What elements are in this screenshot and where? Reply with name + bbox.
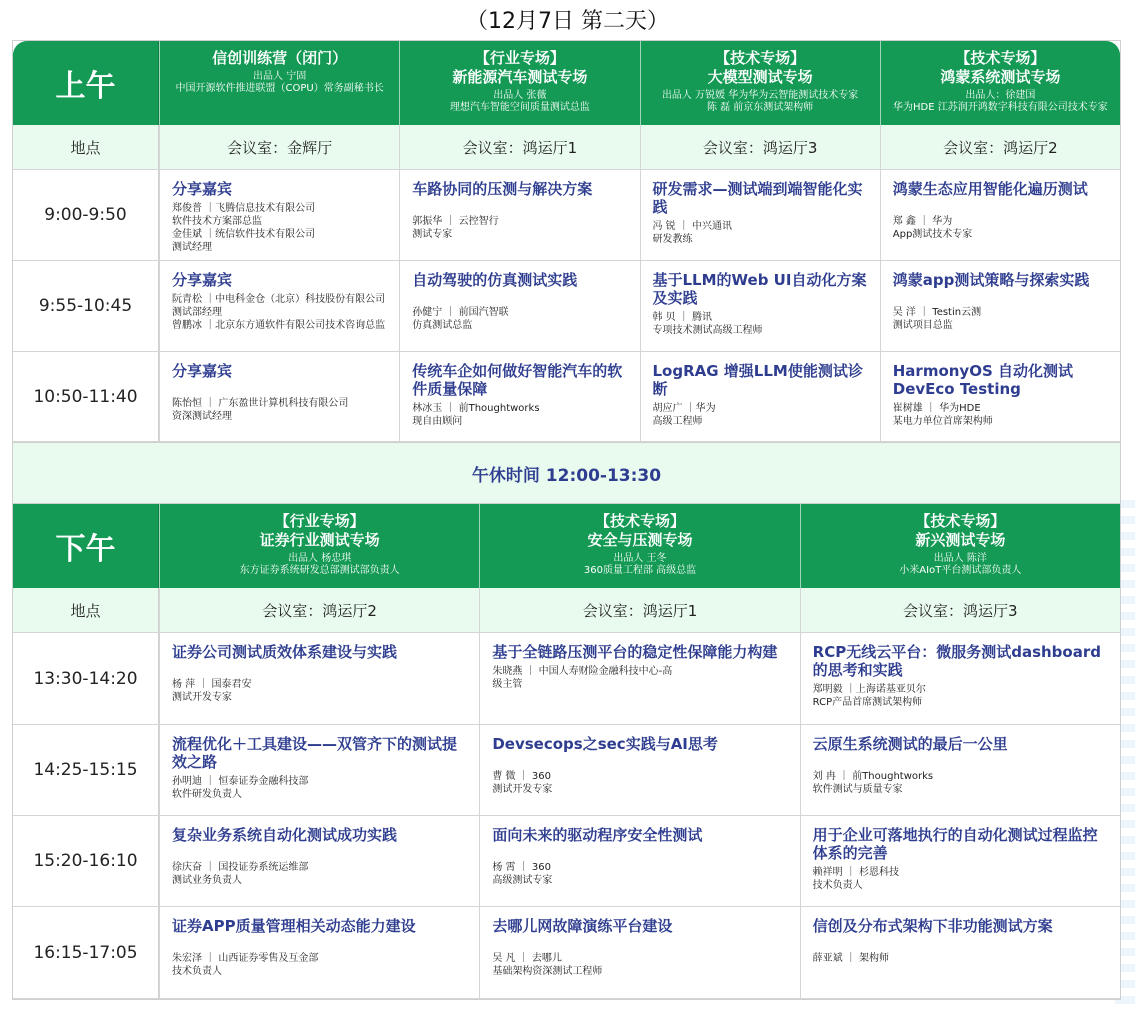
- session-topic: HarmonyOS 自动化测试 DevEco Testing: [892, 362, 1073, 398]
- session-topic: 基于全链路压测平台的稳定性保障能力构建: [492, 643, 778, 661]
- speaker-info: [813, 939, 1110, 952]
- room-name: 会议室：鸿运厅3: [800, 588, 1120, 632]
- speaker-info: [492, 939, 789, 952]
- session-time: 15:20-16:10: [13, 816, 159, 906]
- speaker-info: 级主管: [492, 679, 523, 690]
- session-topic: 面向未来的驱动程序安全性测试: [492, 826, 703, 844]
- track-title: 大模型测试专场: [707, 68, 813, 86]
- session-row: [13, 725, 1120, 816]
- speaker-info: 测试专家: [412, 229, 453, 240]
- session-cell: [880, 352, 1120, 441]
- afternoon-header: [13, 504, 1120, 588]
- track-header: [159, 504, 479, 588]
- session-topic: Devsecops之sec实践与AI思考: [492, 735, 718, 753]
- room-name: 会议室：鸿运厅2: [880, 125, 1120, 169]
- track-producer: 出品人：徐建国: [965, 90, 1036, 101]
- speaker-info: 杨 霄 ｜ 360: [492, 862, 551, 873]
- speaker-info: 郑俊普 ｜飞腾信息技术有限公司: [172, 203, 316, 214]
- session-cell: [399, 261, 639, 351]
- speaker-info: [172, 665, 469, 678]
- session-row: [13, 633, 1120, 725]
- speaker-info: 阮青松 ｜中电科金仓（北京）科技股份有限公司: [172, 294, 386, 305]
- track-producer-title: 小米AIoT平台测试部负责人: [899, 565, 1022, 576]
- speaker-info: [893, 202, 1110, 215]
- speaker-info: 郭振华 ｜ 云控智行: [412, 216, 499, 227]
- speaker-info: [813, 757, 1110, 770]
- session-cell: [640, 170, 880, 260]
- session-topic: 鸿蒙生态应用智能化遍历测试: [892, 180, 1088, 198]
- track-type: 【技术专场】: [915, 512, 1006, 530]
- session-cell: [399, 170, 639, 260]
- track-producer-title: 360质量工程部 高级总监: [583, 565, 697, 576]
- session-cell: [800, 907, 1120, 998]
- location-label: 地点: [13, 588, 159, 632]
- session-cell: [479, 907, 799, 998]
- speaker-info: 软件研发负责人: [172, 789, 242, 800]
- speaker-info: 赖祥明 ｜ 杉恩科技: [812, 867, 900, 878]
- speaker-info: [412, 202, 629, 215]
- session-time: 9:55-10:45: [13, 261, 159, 351]
- session-cell: [800, 633, 1120, 724]
- speaker-info: 刘 冉 ｜ 前Thoughtworks: [812, 771, 934, 782]
- location-label: 地点: [13, 125, 159, 169]
- session-topic: 用于企业可落地执行的自动化测试过程监控体系的完善: [812, 826, 1098, 862]
- session-topic: 去哪儿网故障演练平台建设: [492, 917, 673, 935]
- session-cell: [479, 725, 799, 815]
- session-cell: [159, 816, 479, 906]
- speaker-info: 研发教练: [652, 234, 693, 245]
- room-name: 会议室：鸿运厅3: [640, 125, 880, 169]
- session-cell: [159, 725, 479, 815]
- track-producer: 出品人 宁固: [253, 71, 307, 82]
- speaker-info: 吴 凡 ｜ 去哪儿: [492, 953, 562, 964]
- session-row: [13, 352, 1120, 442]
- session-cell: [399, 352, 639, 441]
- session-cell: [479, 633, 799, 724]
- speaker-info: 孙健宁 ｜ 前国汽智联: [412, 307, 509, 318]
- speaker-info: [492, 757, 789, 770]
- session-topic: 传统车企如何做好智能汽车的软件质量保障: [412, 362, 623, 398]
- speaker-info: 基础架构资深测试工程师: [492, 966, 603, 977]
- track-producer-title: 东方证券系统研发总部测试部负责人: [239, 565, 400, 576]
- track-type: 【行业专场】: [474, 49, 565, 67]
- speaker-info: 林冰玉 ｜ 前Thoughtworks: [412, 403, 540, 414]
- morning-label: 上午: [13, 41, 159, 125]
- session-cell: [640, 261, 880, 351]
- speaker-info: 仿真测试总监: [412, 320, 473, 331]
- track-producer-title: 理想汽车智能空间质量测试总监: [449, 102, 590, 113]
- speaker-info: 曾鹏冰 ｜北京东方通软件有限公司技术咨询总监: [172, 320, 386, 331]
- speaker-info: 胡应广 ｜华为: [652, 403, 716, 414]
- speaker-info: 韩 贝 ｜ 腾讯: [652, 312, 713, 323]
- session-topic: 研发需求—测试端到端智能化实践: [652, 180, 863, 216]
- speaker-info: 杨 萍 ｜ 国泰君安: [172, 679, 252, 690]
- page-title: （12月7日 第二天）: [466, 9, 669, 34]
- session-topic: 基于LLM的Web UI自动化方案及实践: [652, 271, 867, 307]
- track-type: 【技术专场】: [955, 49, 1046, 67]
- track-header: [640, 41, 880, 125]
- track-title: 鸿蒙系统测试专场: [940, 68, 1061, 86]
- session-row: [13, 170, 1120, 261]
- session-topic: 信创及分布式架构下非功能测试方案: [812, 917, 1053, 935]
- speaker-info: 专项技术测试高级工程师: [652, 325, 763, 336]
- session-cell: [880, 261, 1120, 351]
- session-row: [13, 907, 1120, 999]
- speaker-info: 陈怡恒 ｜ 广东盈世计算机科技有限公司: [172, 398, 349, 409]
- room-name: 会议室：鸿运厅2: [159, 588, 479, 632]
- session-cell: [159, 261, 399, 351]
- room-name: 会议室：鸿运厅1: [399, 125, 639, 169]
- track-producer: 出品人 杨忠琪: [288, 553, 352, 564]
- session-cell: [159, 633, 479, 724]
- session-time: 16:15-17:05: [13, 907, 159, 998]
- session-time: 13:30-14:20: [13, 633, 159, 724]
- track-title: 信创训练营（闭门）: [212, 49, 348, 67]
- location-row: [13, 588, 1120, 633]
- session-cell: [159, 352, 399, 441]
- track-title: 安全与压测专场: [587, 531, 693, 549]
- session-cell: [800, 816, 1120, 906]
- session-topic: 鸿蒙app测试策略与探索实践: [892, 271, 1090, 289]
- room-name: 会议室：鸿运厅1: [479, 588, 799, 632]
- track-title: 证券行业测试专场: [259, 531, 380, 549]
- speaker-info: 测试经理: [172, 242, 212, 253]
- track-producer: 出品人 万锐媛 华为华为云智能测试技术专家: [661, 90, 859, 101]
- session-time: 9:00-9:50: [13, 170, 159, 260]
- room-name: 会议室：金辉厅: [159, 125, 399, 169]
- lunch-break: 午休时间 12:00-13:30: [12, 443, 1121, 503]
- session-topic: LogRAG 增强LLM使能测试诊断: [652, 362, 863, 398]
- speaker-info: 测试开发专家: [172, 692, 232, 703]
- session-topic: 分享嘉宾: [172, 271, 233, 289]
- track-title: 新能源汽车测试专场: [452, 68, 588, 86]
- track-type: 【行业专场】: [274, 512, 365, 530]
- track-producer: 出品人 张薇: [493, 90, 547, 101]
- session-topic: RCP无线云平台：微服务测试dashboard的思考和实践: [812, 643, 1101, 679]
- session-cell: [479, 816, 799, 906]
- speaker-info: [492, 848, 789, 861]
- speaker-info: 测试开发专家: [492, 784, 553, 795]
- track-header: [800, 504, 1120, 588]
- afternoon-schedule: [12, 503, 1121, 1000]
- track-producer: 出品人 王冬: [613, 553, 667, 564]
- track-title: 新兴测试专场: [915, 531, 1006, 549]
- speaker-info: [172, 384, 389, 397]
- speaker-info: 朱宏泽 ｜ 山西证券零售及互金部: [172, 953, 319, 964]
- session-cell: [880, 170, 1120, 260]
- session-time: 14:25-15:15: [13, 725, 159, 815]
- session-topic: 分享嘉宾: [172, 362, 233, 380]
- speaker-info: 现自由顾问: [412, 416, 463, 427]
- track-header: [880, 41, 1120, 125]
- session-topic: 云原生系统测试的最后一公里: [812, 735, 1008, 753]
- speaker-info: 技术负责人: [172, 966, 222, 977]
- track-header: [399, 41, 639, 125]
- speaker-info: 郑明毅 ｜上海诺基亚贝尔: [812, 684, 926, 695]
- session-cell: [640, 352, 880, 441]
- speaker-info: 高级工程师: [652, 416, 703, 427]
- speaker-info: 崔树雄 ｜ 华为HDE: [892, 403, 981, 414]
- morning-header: [13, 41, 1120, 125]
- speaker-info: 冯 锐 ｜ 中兴通讯: [652, 221, 733, 232]
- speaker-info: 测试部经理: [172, 307, 222, 318]
- speaker-info: 吴 洋 ｜ Testin云测: [892, 307, 982, 318]
- session-topic: 自动驾驶的仿真测试实践: [412, 271, 578, 289]
- session-time: 10:50-11:40: [13, 352, 159, 441]
- speaker-info: 金佳斌 ｜统信软件技术有限公司: [172, 229, 316, 240]
- speaker-info: App测试技术专家: [892, 229, 973, 240]
- morning-schedule: [12, 40, 1121, 443]
- session-row: [13, 816, 1120, 907]
- speaker-info: 测试项目总监: [892, 320, 953, 331]
- speaker-info: 某电力单位首席架构师: [892, 416, 993, 427]
- speaker-info: 资深测试经理: [172, 411, 232, 422]
- speaker-info: 徐庆奋 ｜ 国投证券系统运维部: [172, 862, 309, 873]
- session-topic: 车路协同的压测与解决方案: [412, 180, 593, 198]
- speaker-info: [412, 293, 629, 306]
- speaker-info: 测试业务负责人: [172, 875, 242, 886]
- speaker-info: 郑 鑫 ｜ 华为: [892, 216, 953, 227]
- track-header: [159, 41, 399, 125]
- session-topic: 流程优化＋工具建设——双管齐下的测试提效之路: [172, 735, 458, 771]
- session-cell: [800, 725, 1120, 815]
- track-producer-title: 陈 磊 前京东测试架构师: [706, 102, 814, 113]
- track-type: 【技术专场】: [715, 49, 806, 67]
- speaker-info: 薛亚斌 ｜ 架构师: [812, 953, 890, 964]
- session-cell: [159, 907, 479, 998]
- track-header: [479, 504, 799, 588]
- session-cell: [159, 170, 399, 260]
- session-topic: 分享嘉宾: [172, 180, 233, 198]
- speaker-info: 软件技术方案部总监: [172, 216, 262, 227]
- afternoon-label: 下午: [13, 504, 159, 588]
- speaker-info: 软件测试与质量专家: [812, 784, 903, 795]
- session-topic: 证券APP质量管理相关动态能力建设: [172, 917, 416, 935]
- location-row: [13, 125, 1120, 170]
- speaker-info: 技术负责人: [812, 880, 863, 891]
- session-topic: 证券公司测试质效体系建设与实践: [172, 643, 398, 661]
- speaker-info: 曹 微 ｜ 360: [492, 771, 551, 782]
- speaker-info: RCP产品首席测试架构师: [812, 697, 923, 708]
- speaker-info: [172, 939, 469, 952]
- track-producer-title: 华为HDE 江苏润开鸿数字科技有限公司技术专家: [893, 102, 1108, 113]
- speaker-info: 孙明迪 ｜ 恒泰证券金融科技部: [172, 776, 309, 787]
- session-row: [13, 261, 1120, 352]
- track-type: 【技术专场】: [594, 512, 685, 530]
- speaker-info: 高级测试专家: [492, 875, 553, 886]
- speaker-info: 朱晓燕 ｜ 中国人寿财险金融科技中心-高: [492, 666, 673, 677]
- track-producer: 出品人 陈洋: [933, 553, 987, 564]
- session-topic: 复杂业务系统自动化测试成功实践: [172, 826, 398, 844]
- speaker-info: [172, 848, 469, 861]
- speaker-info: [893, 293, 1110, 306]
- track-producer-title: 中国开源软件推进联盟（COPU）常务副秘书长: [175, 83, 384, 94]
